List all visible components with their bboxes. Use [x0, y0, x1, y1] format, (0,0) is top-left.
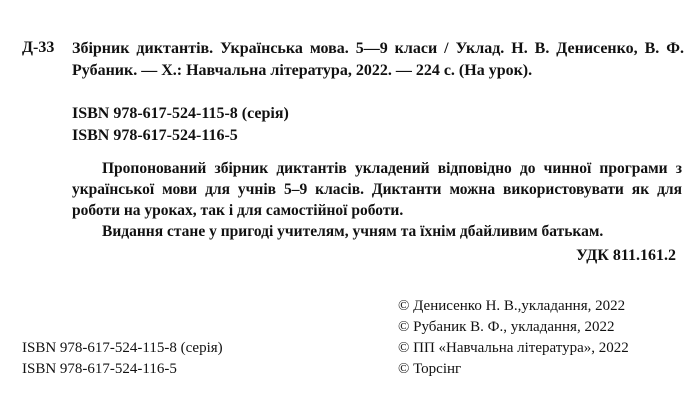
- isbn-volume-bottom: ISBN 978-617-524-116-5: [22, 361, 177, 377]
- copyright-line: © Рубаник В. Ф., укладання, 2022: [398, 319, 615, 335]
- copyright-line: © Торсінг: [398, 361, 462, 377]
- annotation: [72, 158, 682, 242]
- copyright-line: © Денисенко Н. В.,укладання, 2022: [398, 298, 626, 314]
- copyright-line: © ПП «Навчальна література», 2022: [398, 340, 629, 356]
- library-code: Д-33: [22, 39, 55, 56]
- annotation-paragraph: Пропонований збірник диктантів укладений відповідно до чинної програми з української мови для учнів 5–9 класів. Диктанти можна використовувати як для роботи на уроках, так і для самостійної роботи.: [72, 160, 682, 219]
- udk-code: УДК 811.161.2: [576, 247, 676, 264]
- bibliographic-description: Збірник диктантів. Українська мова. 5—9 класи / Уклад. Н. В. Денисенко, В. Ф. Рубаник. — Х.: Навчальна література, 2022. — 224 с. (На урок).: [72, 40, 684, 79]
- isbn-series-bottom: ISBN 978-617-524-115-8 (серія): [22, 340, 223, 356]
- isbn-series-top: ISBN 978-617-524-115-8 (серія): [72, 105, 289, 122]
- annotation-paragraph: Видання стане у пригоді учителям, учням та їхнім дбайливим батькам.: [102, 223, 604, 240]
- isbn-volume-top: ISBN 978-617-524-116-5: [72, 127, 238, 144]
